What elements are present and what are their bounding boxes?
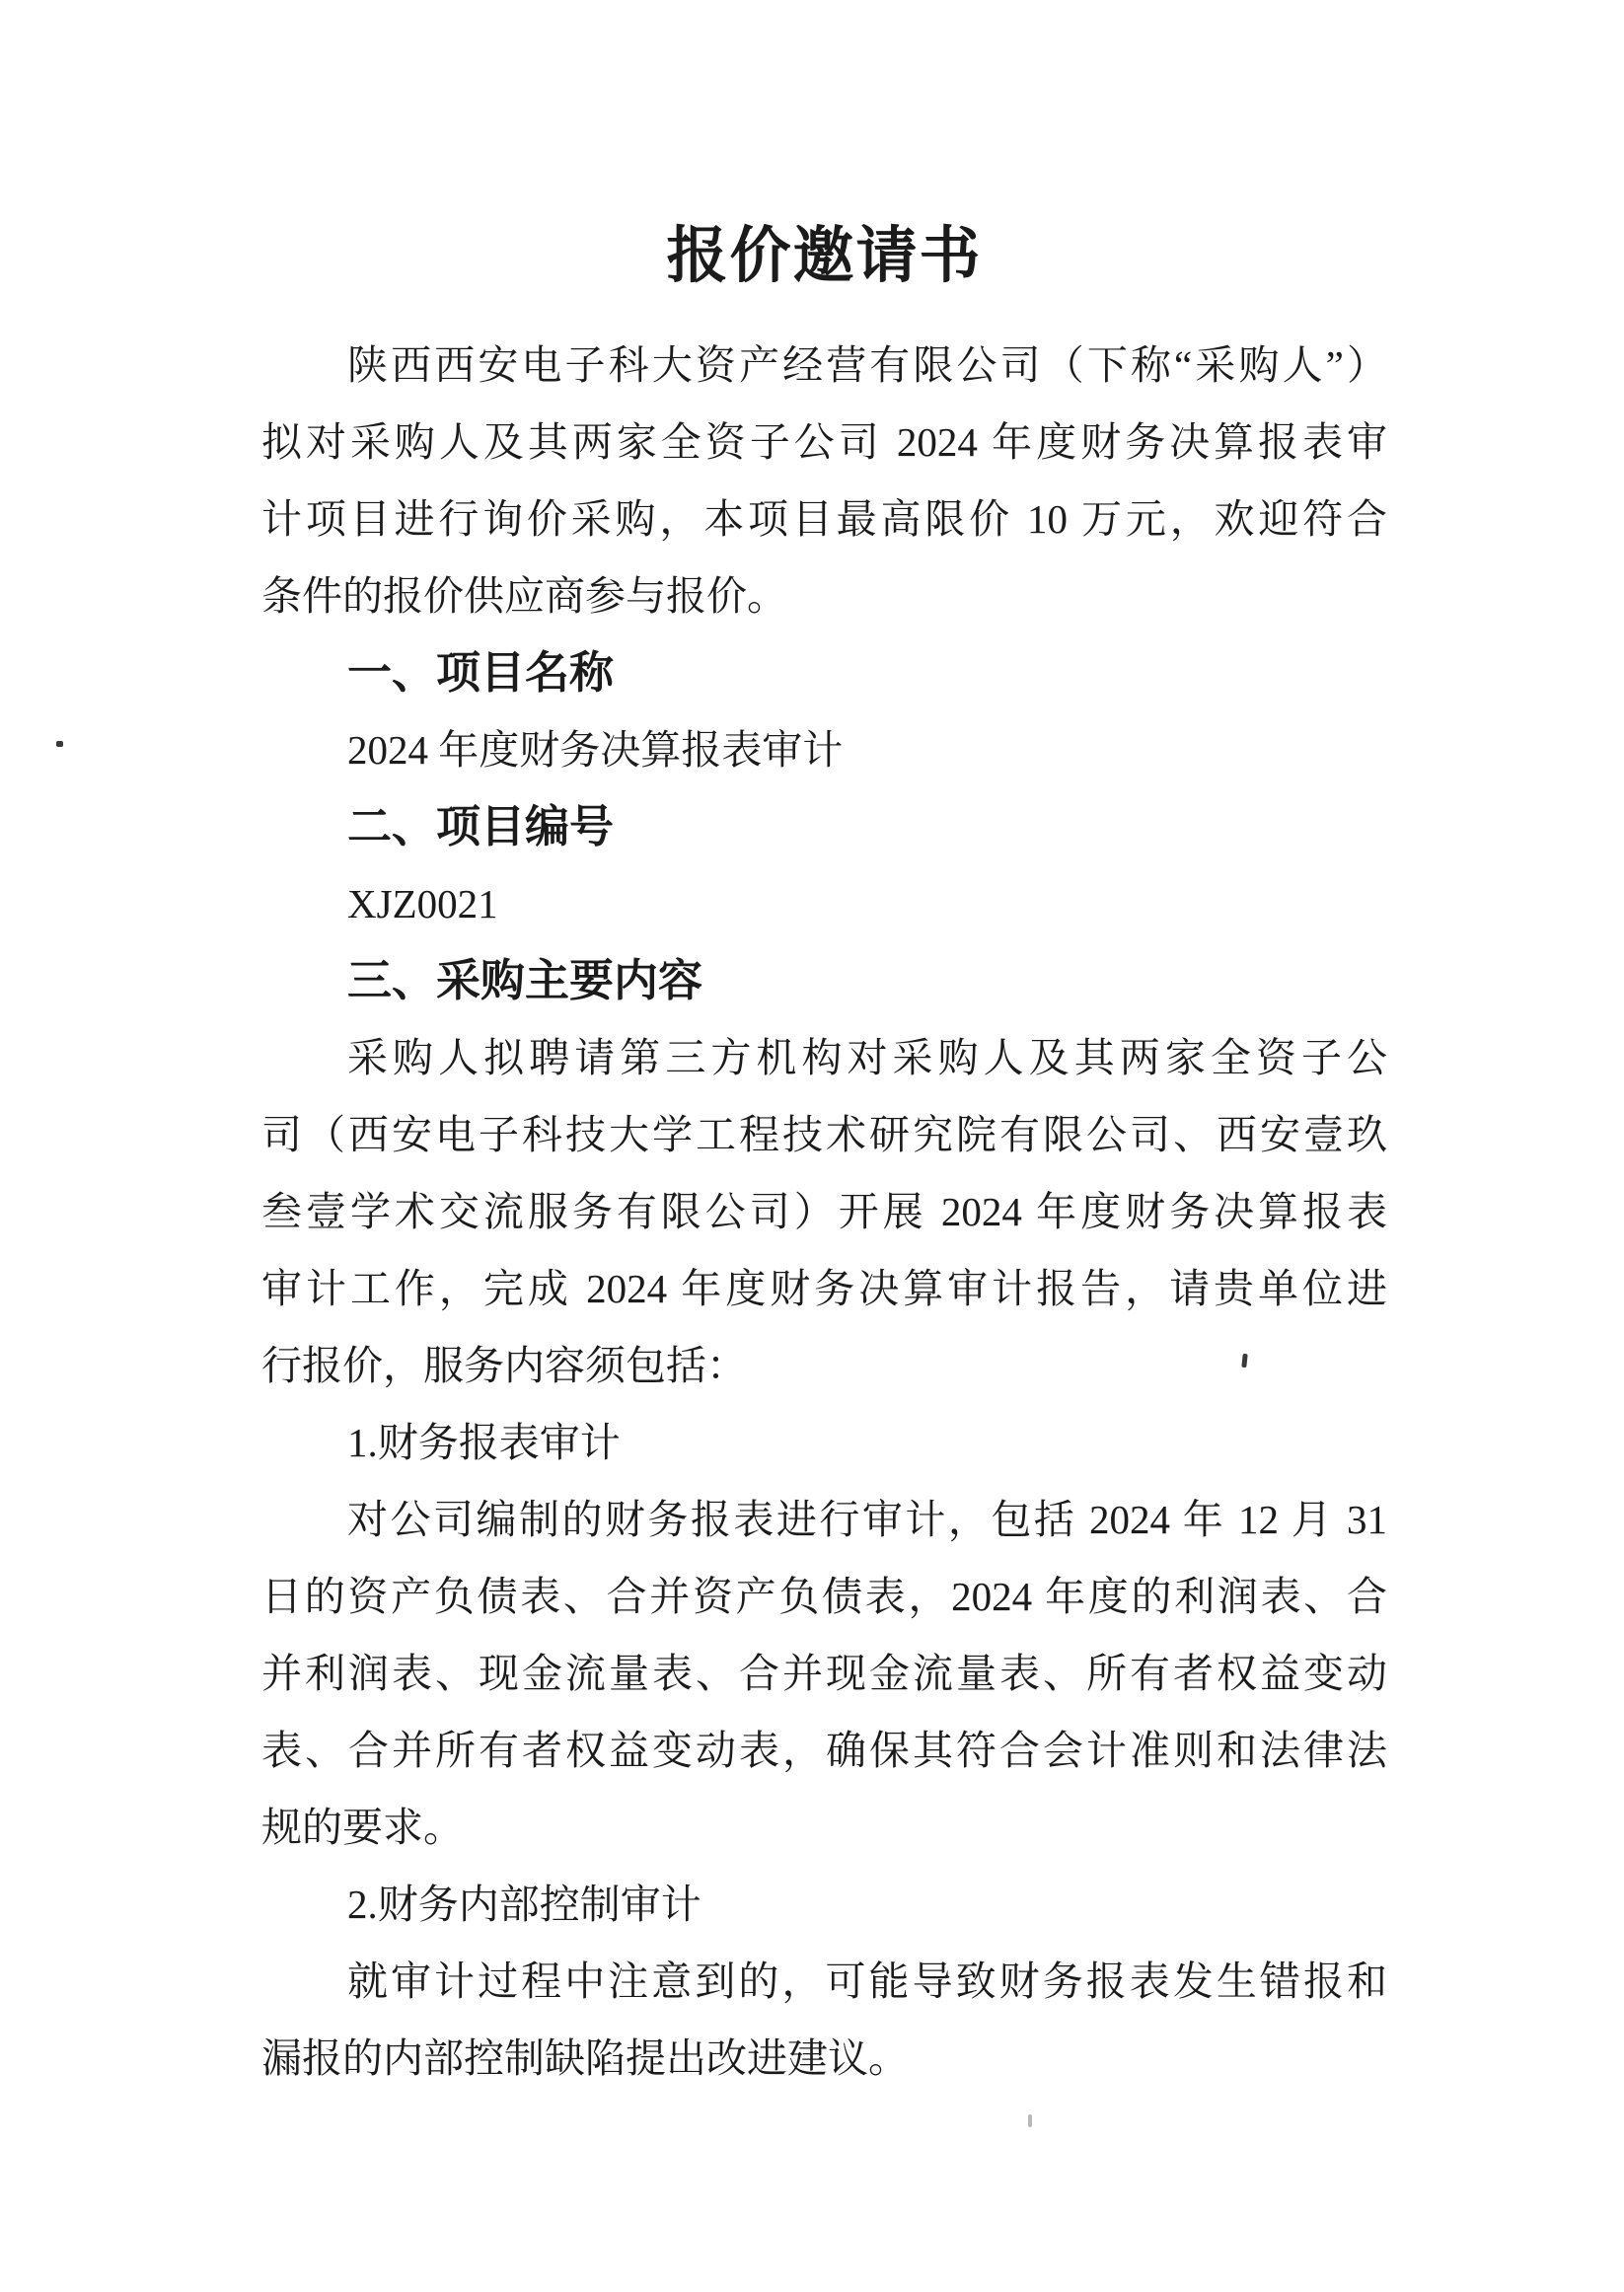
scan-artifact [1028, 2114, 1032, 2127]
intro-line: 计项目进行询价采购，本项目最高限价 10 万元，欢迎符合 [261, 496, 1387, 542]
intro-line: 拟对采购人及其两家全资子公司 2024 年度财务决算报表审 [261, 419, 1387, 465]
document-title: 报价邀请书 [666, 222, 983, 290]
section-body-line: XJZ0021 [347, 881, 498, 926]
scan-artifact [56, 741, 63, 747]
document-body [261, 327, 1387, 2097]
item-body-line: 日的资产负债表、合并资产负债表，2024 年度的利润表、合 [261, 1574, 1387, 1619]
item-body-line: 规的要求。 [261, 1805, 464, 1850]
item-body-line: 表、合并所有者权益变动表，确保其符合会计准则和法律法 [261, 1728, 1387, 1773]
section-body-line: 审计工作，完成 2024 年度财务决算审计报告，请贵单位进 [261, 1266, 1387, 1311]
section-body-line: 采购人拟聘请第三方机构对采购人及其两家全资子公 [347, 1035, 1387, 1080]
section-heading-project-name: 一、项目名称 [347, 647, 615, 698]
item-body-line: 对公司编制的财务报表进行审计，包括 2024 年 12 月 31 [347, 1497, 1387, 1542]
item-body-line: 并利润表、现金流量表、合并现金流量表、所有者权益变动 [261, 1651, 1387, 1696]
intro-line: 陕西西安电子科大资产经营有限公司（下称“采购人”） [347, 342, 1387, 388]
item-body-line: 漏报的内部控制缺陷提出改进建议。 [261, 2035, 909, 2081]
section-heading-procurement-content: 三、采购主要内容 [347, 955, 703, 1005]
item-body-line: 就审计过程中注意到的，可能导致财务报表发生错报和 [347, 1959, 1387, 2004]
item-heading-financial-statement-audit: 1.财务报表审计 [347, 1420, 621, 1465]
section-body-line: 司（西安电子科技大学工程技术研究院有限公司、西安壹玖 [261, 1112, 1387, 1157]
section-body-line: 行报价，服务内容须包括： [261, 1343, 747, 1388]
section-heading-project-number: 二、项目编号 [347, 801, 615, 851]
section-body-line: 2024 年度财务决算报表审计 [347, 727, 844, 773]
intro-line: 条件的报价供应商参与报价。 [261, 573, 787, 619]
section-body-line: 叁壹学术交流服务有限公司）开展 2024 年度财务决算报表 [261, 1189, 1387, 1234]
item-heading-internal-control-audit: 2.财务内部控制审计 [347, 1882, 701, 1927]
